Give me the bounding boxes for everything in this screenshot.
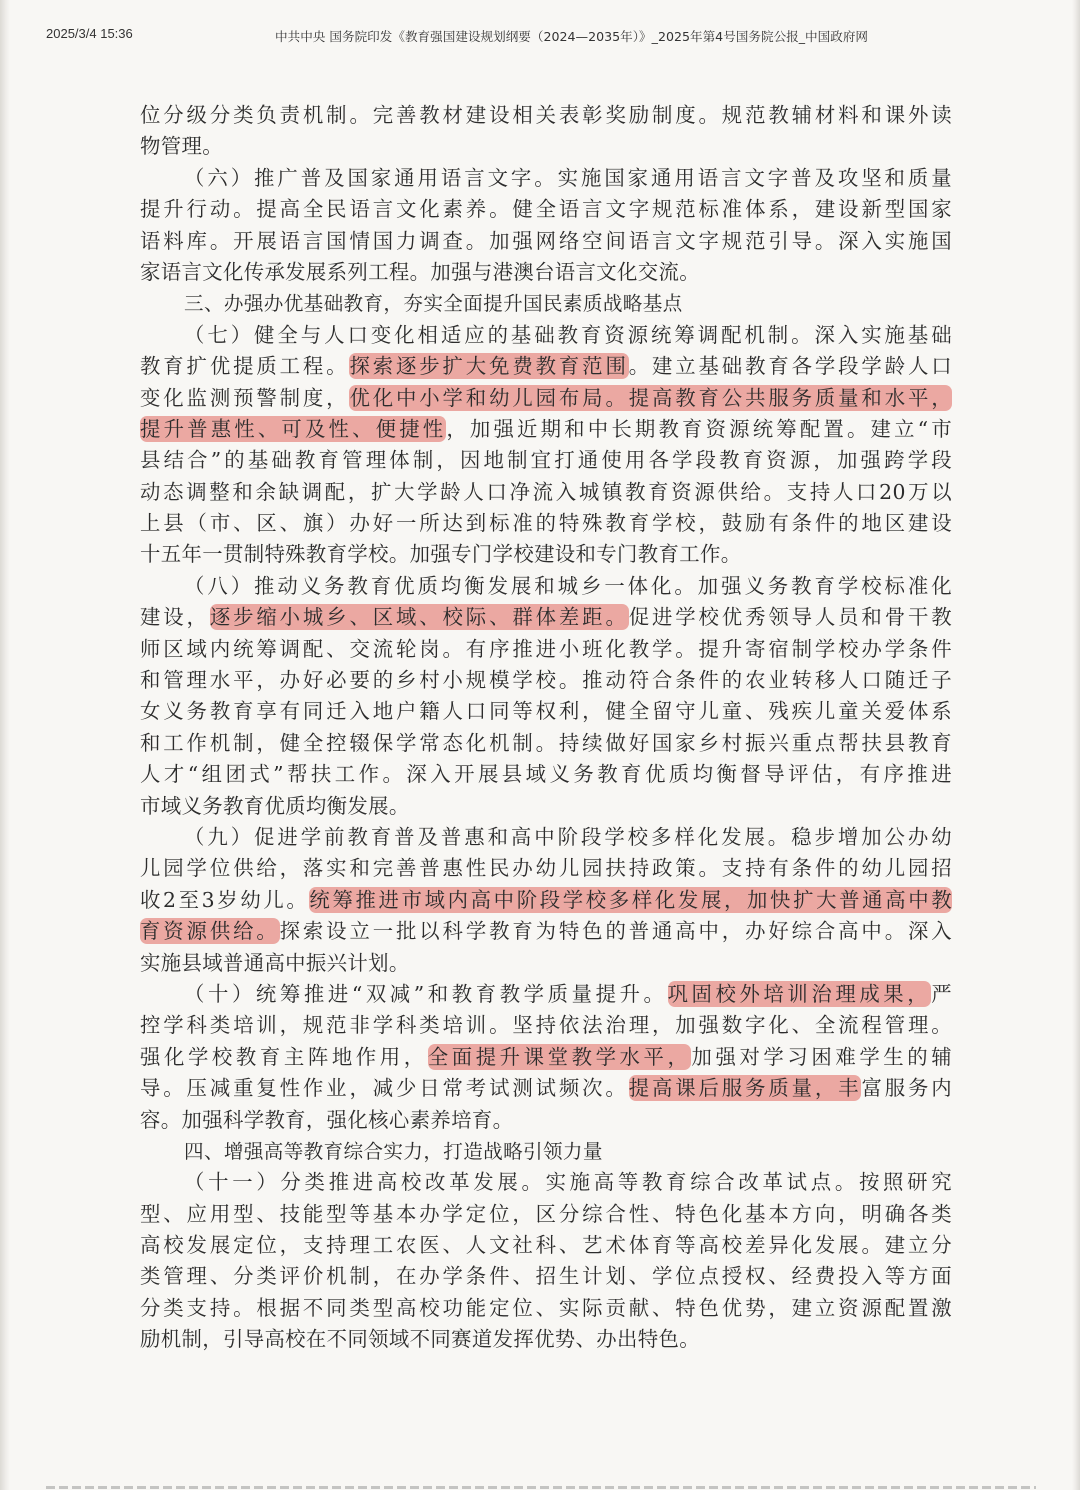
text-line [140, 602, 952, 633]
text-run: （九）促进学前教育普及普惠和高中阶段学校多样化发展。稳步增加公办幼 [184, 824, 952, 849]
text-run: 市域义务教育优质均衡发展。 [140, 793, 410, 818]
text-run: 女义务教育享有同迁入地户籍人口同等权利，健全留守儿童、残疾儿童关爱体系 [140, 699, 952, 724]
text-run: 变化监测预警制度， [140, 385, 350, 410]
text-line [140, 634, 952, 665]
text-run: 高校发展定位，支持理工农医、人文社科、艺术体育等高校差异化发展。建立分 [140, 1233, 952, 1258]
text-run: （七）健全与人口变化相适应的基础教育资源统筹调配机制。深入实施基础 [184, 322, 952, 347]
text-run: 物管理。 [140, 134, 223, 159]
text-run: 建设， [140, 605, 210, 630]
text-run: 和工作机制，健全控辍保学常态化机制。持续做好国家乡村振兴重点帮扶县教育 [140, 730, 952, 755]
text-line [140, 477, 952, 508]
text-run: （十一）分类推进高校改革发展。实施高等教育综合改革试点。按照研究 [184, 1170, 952, 1195]
text-run: 。建立基础教育各学段学龄人口 [628, 354, 952, 379]
text-line [140, 1042, 952, 1073]
text-run: 强化学校教育主阵地作用， [140, 1044, 428, 1069]
text-run: 严 [931, 981, 952, 1006]
text-line [140, 571, 952, 602]
text-line [140, 1230, 952, 1261]
print-page-title: 中共中央 国务院印发《教育强国建设规划纲要（2024—2035年）》_2025年第4号国务院公报_中国政府网 [275, 29, 869, 44]
text-line [140, 665, 952, 696]
highlighted-text: 巩固校外培训治理成果， [667, 981, 932, 1006]
print-datetime: 2025/3/4 15:36 [46, 26, 133, 41]
text-line [140, 1261, 952, 1292]
page-edge-right [1072, 0, 1080, 1490]
text-run: 分类支持。根据不同类型高校功能定位、实际贡献、特色优势，建立资源配置激 [140, 1295, 952, 1320]
text-line [140, 414, 952, 445]
document-body [140, 100, 952, 1356]
text-run: 教育扩优提质工程。 [140, 354, 350, 379]
text-line [140, 885, 952, 916]
highlighted-text: 探索逐步扩大免费教育范围 [349, 354, 629, 379]
text-line [140, 163, 952, 194]
text-line [140, 1167, 952, 1198]
text-line [140, 539, 952, 570]
text-line [140, 948, 952, 979]
text-run: 三、办强办优基础教育，夯实全面提升国民素质战略基点 [184, 292, 683, 316]
text-run: 控学科类培训，规范非学科类培训。坚持依法治理，加强数字化、全流程管理。 [140, 1013, 952, 1038]
highlighted-text: 优化中小学和幼儿园布局。提高教育公共服务质量和水平， [349, 385, 952, 410]
text-run: 上县（市、区、旗）办好一所达到标准的特殊教育学校，鼓励有条件的地区建设 [140, 511, 952, 536]
text-line [140, 979, 952, 1010]
text-run: 型、应用型、技能型等基本办学定位，区分综合性、特色化基本方向，明确各类 [140, 1201, 952, 1226]
text-line [140, 1105, 952, 1136]
text-run: （十）统筹推进“双减”和教育教学质量提升。 [184, 981, 668, 1006]
text-run: 加强对学习困难学生的辅 [691, 1044, 952, 1069]
text-run: 位分级分类负责机制。完善教材建设相关表彰奖励制度。规范教辅材料和课外读 [140, 103, 952, 127]
text-run: 县结合”的基础教育管理体制，因地制宜打通使用各学段教育资源，加强跨学段 [140, 448, 952, 473]
highlighted-text: 全面提升课堂教学水平， [427, 1044, 692, 1069]
text-line [140, 853, 952, 884]
text-run: 容。加强科学教育，强化核心素养培育。 [140, 1107, 514, 1132]
footer-url-clipped [46, 1486, 1036, 1489]
highlighted-text: 统筹推进市域内高中阶段学校多样化发展，加快扩大普通高中教 [309, 887, 953, 912]
text-line [140, 791, 952, 822]
text-run: 家语言文化传承发展系列工程。加强与港澳台语言文化交流。 [140, 259, 700, 284]
text-run: 四、增强高等教育综合实力，打造战略引领力量 [184, 1139, 603, 1163]
highlighted-text: 育资源供给。 [140, 919, 280, 944]
text-run: 探索设立一批以科学教育为特色的普通高中，办好综合高中。深入 [279, 919, 952, 944]
text-line [140, 696, 952, 727]
text-line [140, 257, 952, 288]
text-run: 人才“组团式”帮扶工作。深入开展县域义务教育优质均衡督导评估，有序推进 [140, 762, 952, 787]
text-run: 收2至3岁幼儿。 [140, 887, 310, 912]
text-line [140, 445, 952, 476]
text-line [140, 822, 952, 853]
text-run: （六）推广普及国家通用语言文字。实施国家通用语言文字普及攻坚和质量 [184, 165, 952, 190]
text-run: 儿园学位供给，落实和完善普惠性民办幼儿园扶持政策。支持有条件的幼儿园招 [140, 856, 952, 881]
text-run: 励机制，引导高校在不同领域不同赛道发挥优势、办出特色。 [140, 1327, 700, 1352]
page-edge-left [0, 0, 10, 1490]
text-line [140, 100, 952, 131]
text-line [140, 1073, 952, 1104]
text-line [140, 226, 952, 257]
text-line [140, 383, 952, 414]
text-run: 十五年一贯制特殊教育学校。加强专门学校建设和专门教育工作。 [140, 542, 742, 567]
text-run: ，加强近期和中长期教育资源统筹配置。建立“市 [446, 416, 952, 441]
text-run: 富服务内 [861, 1076, 952, 1101]
highlighted-text: 逐步缩小城乡、区域、校际、群体差距。 [209, 605, 629, 630]
text-line [140, 1010, 952, 1041]
text-line [140, 508, 952, 539]
text-run: 提升行动。提高全民语言文化素养。健全语言文字规范标准体系，建设新型国家 [140, 197, 952, 222]
text-run: 动态调整和余缺调配，扩大学龄人口净流入城镇教育资源供给。支持人口20万以 [140, 479, 952, 504]
section-heading [140, 288, 952, 319]
text-run: 师区域内统筹调配、交流轮岗。有序推进小班化教学。提升寄宿制学校办学条件 [140, 636, 952, 661]
text-line [140, 131, 952, 162]
highlighted-text: 提升普惠性、可及性、便捷性 [140, 416, 447, 441]
section-heading [140, 1136, 952, 1167]
text-line [140, 728, 952, 759]
text-line [140, 194, 952, 225]
print-footer-url [46, 1482, 1036, 1490]
highlighted-text: 提高课后服务质量，丰 [628, 1076, 862, 1101]
text-run: 和管理水平，办好必要的乡村小规模学校。推动符合条件的农业转移人口随迁子 [140, 668, 952, 693]
text-line [140, 320, 952, 351]
text-run: 导。压减重复性作业，减少日常考试测试频次。 [140, 1076, 629, 1101]
text-line [140, 1324, 952, 1355]
text-line [140, 1293, 952, 1324]
text-run: 促进学校优秀领导人员和骨干教 [628, 605, 952, 630]
text-run: 类管理、分类评价机制，在办学条件、招生计划、学位点授权、经费投入等方面 [140, 1264, 952, 1289]
text-run: 语料库。开展语言国情国力调查。加强网络空间语言文字规范引导。深入实施国 [140, 228, 952, 253]
text-line [140, 1199, 952, 1230]
text-line [140, 759, 952, 790]
text-run: （八）推动义务教育优质均衡发展和城乡一体化。加强义务教育学校标准化 [184, 573, 952, 598]
text-line [140, 351, 952, 382]
text-run: 实施县域普通高中振兴计划。 [140, 950, 410, 975]
text-line [140, 916, 952, 947]
